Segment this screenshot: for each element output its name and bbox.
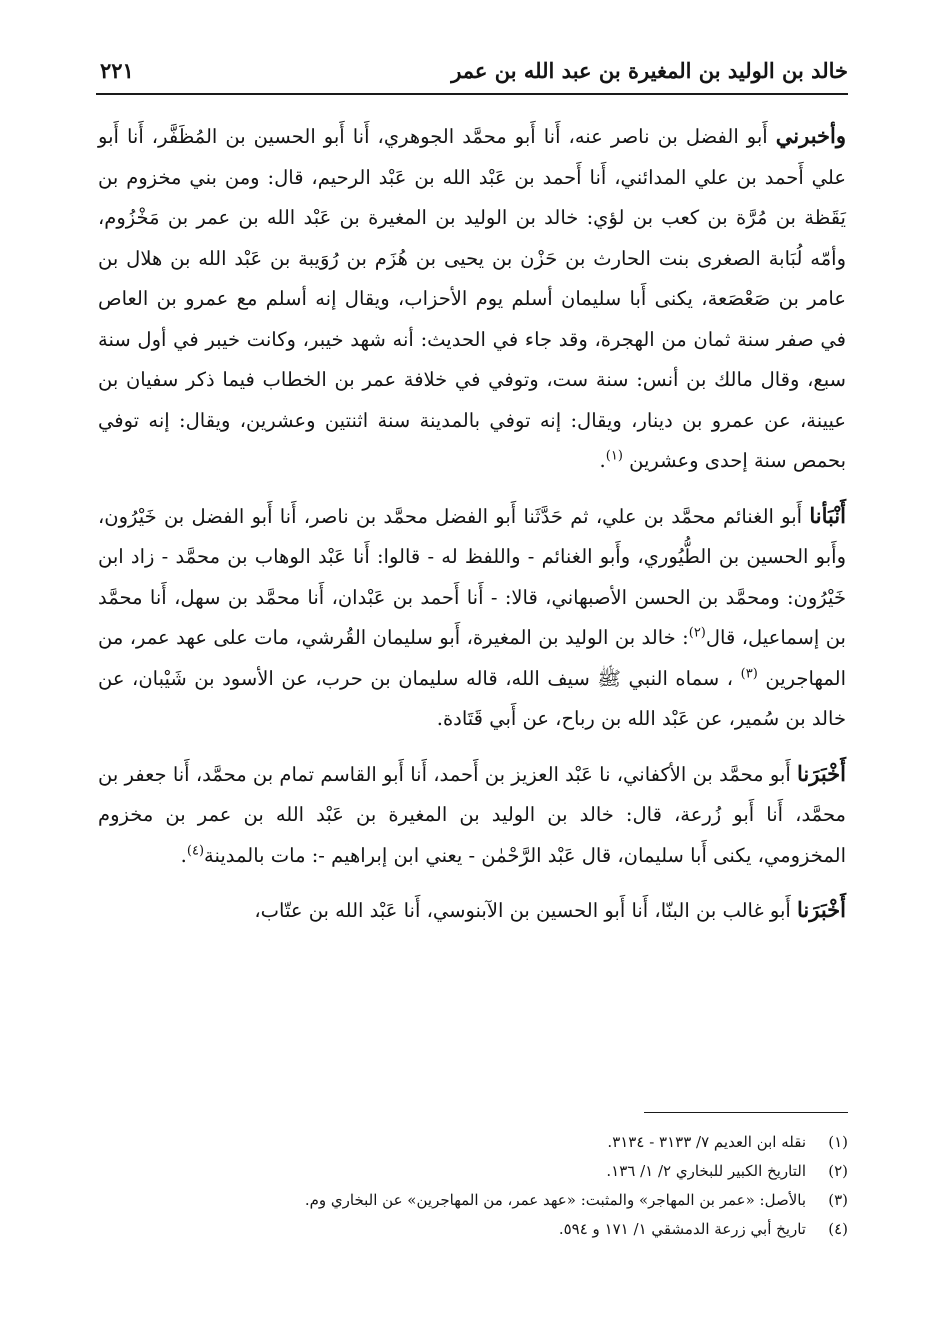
paragraph-tail: ، سماه النبي ﷺ سيف الله، قاله سليمان بن حرب، عن الأسود بن شَيْبان، عن خالد بن سُمير، عن عَبْد الله بن رباح، عن أَبي قَتَادة. — [98, 666, 846, 730]
footnote-ref[interactable]: (٣) — [740, 666, 758, 681]
paragraph-1 — [98, 116, 846, 482]
footnote-item — [200, 1186, 848, 1215]
footnote-number: (١) — [828, 1133, 848, 1151]
footnote-ref[interactable]: (٤) — [186, 843, 205, 858]
footnote-text: بالأصل: «عمر بن المهاجر» والمثبت: «عهد عمر، من المهاجرين» عن البخاري وم. — [304, 1191, 806, 1209]
paragraph-4 — [98, 890, 846, 932]
footnote-item — [200, 1157, 848, 1186]
paragraph-text: أَبو الغنائم محمَّد بن علي، ثم حَدَّثَنا أَبو الفضل محمَّد بن ناصر، أَنا أَبو الفضل بن خَيْرُون، وأَبو الحسين بن الطُّيُوري، وأَبو الغنائم - واللفظ له - قالوا: أَنا عَبْد الوهاب بن محمَّد - زاد ابن خَيْرُون: ومحمَّد بن الحسن الأصبهاني، قالا: - أَنا أَحمد بن عَبْدان، أَنا محمَّد بن سهل، أَنا محمَّد بن إسماعيل، قال — [98, 504, 846, 649]
footnote-text: نقله ابن العديم ٧/ ٣١٣٣ - ٣١٣٤. — [607, 1133, 806, 1151]
footnote-ref[interactable]: (٢) — [688, 625, 706, 641]
paragraph-2 — [98, 496, 846, 740]
paragraph-text-continued: : خالد بن الوليد بن المغيرة، أَبو سليمان القُرشي، مات على عهد عمر، من المهاجرين — [98, 626, 847, 690]
footnote-number: (٤) — [828, 1220, 848, 1238]
paragraph-keyword: أَخْبَرَنا — [797, 897, 846, 922]
footnote-text: تاريخ أبي زرعة الدمشقي ١/ ١٧١ و ٥٩٤. — [558, 1220, 806, 1238]
footnote-number: (٣) — [828, 1191, 848, 1209]
paragraph-text: أَبو غالب بن البنّا، أَنا أَبو الحسين بن الآبنوسي، أَنا عَبْد الله بن عتّاب، — [254, 899, 791, 922]
paragraph-keyword: وأخبرني — [775, 123, 847, 148]
footnote-number: (٢) — [828, 1162, 848, 1180]
main-text — [98, 116, 846, 932]
paragraph-3 — [98, 754, 846, 877]
running-title: خالد بن الوليد بن المغيرة بن عبد الله بن عمر — [451, 58, 848, 83]
footnote-separator — [644, 1112, 848, 1113]
paragraph-tail: . — [180, 843, 187, 867]
paragraph-text: أَبو الفضل بن ناصر عنه، أَنا أَبو محمَّد الجوهري، أَنا أَبو الحسين بن المُظَفَّر، أَنا أَبو علي أَحمد بن علي المدائني، أَنا أَحمد بن عَبْد الله بن عَبْد الرحيم، قال: ومن بني مخزوم بن يَقَظة بن مُرَّة بن كعب بن لؤي: خالد بن الوليد بن المغيرة بن عَبْد الله بن عمر بن مَخْزُوم، وأمّه لُبَابة الصغرى بنت الحارث بن حَزْن بن يحيى بن هُزَم بن رُوَيبة بن عَبْد الله بن هلال بن عامر بن صَعْصَعة، يكنى أَبا سليمان أسلم يوم الأحزاب، ويقال إنه أسلم مع عمرو بن العاص في صفر سنة ثمان من الهجرة، وقد جاء في الحديث: أنه شهد خيبر، وكانت خيبر في أول سنة سبع، وقال مالك بن أنس: سنة ست، وتوفي في خلافة عمر بن الخطاب فيما ذكر سفيان بن عيينة، عن عمرو بن دينار، ويقال: إنه توفي بالمدينة سنة اثنتين وعشرين، ويقال: إنه توفي بحمص سنة إحدى وعشرين — [98, 125, 846, 472]
paragraph-keyword: أَخْبَرَنا — [797, 760, 846, 786]
footnote-item — [200, 1215, 848, 1244]
footnote-item — [200, 1128, 848, 1157]
paragraph-text: أَبو محمَّد بن الأكفاني، نا عَبْد العزيز بن أَحمد، أَنا أَبو القاسم تمام بن محمَّد، أَنا جعفر بن محمَّد، أَنا أَبو زُرعة، قال: خالد بن الوليد بن المغيرة بن عَبْد الله بن عمر بن مخزوم المخزومي، يكنى أَبا سليمان، قال عَبْد الرَّحْمٰن - يعني ابن إبراهيم -: مات بالمدينة — [98, 762, 846, 867]
header-rule — [96, 93, 848, 95]
paragraph-tail: . — [599, 449, 606, 472]
paragraph-keyword: أَنْبَأنا — [809, 502, 846, 528]
footnotes — [200, 1128, 848, 1244]
footnote-text: التاريخ الكبير للبخاري ٢/ ١/ ١٣٦. — [606, 1162, 806, 1180]
running-header — [96, 52, 848, 92]
footnote-ref[interactable]: (١) — [605, 448, 623, 464]
page-number: ٢٢١ — [100, 58, 134, 83]
